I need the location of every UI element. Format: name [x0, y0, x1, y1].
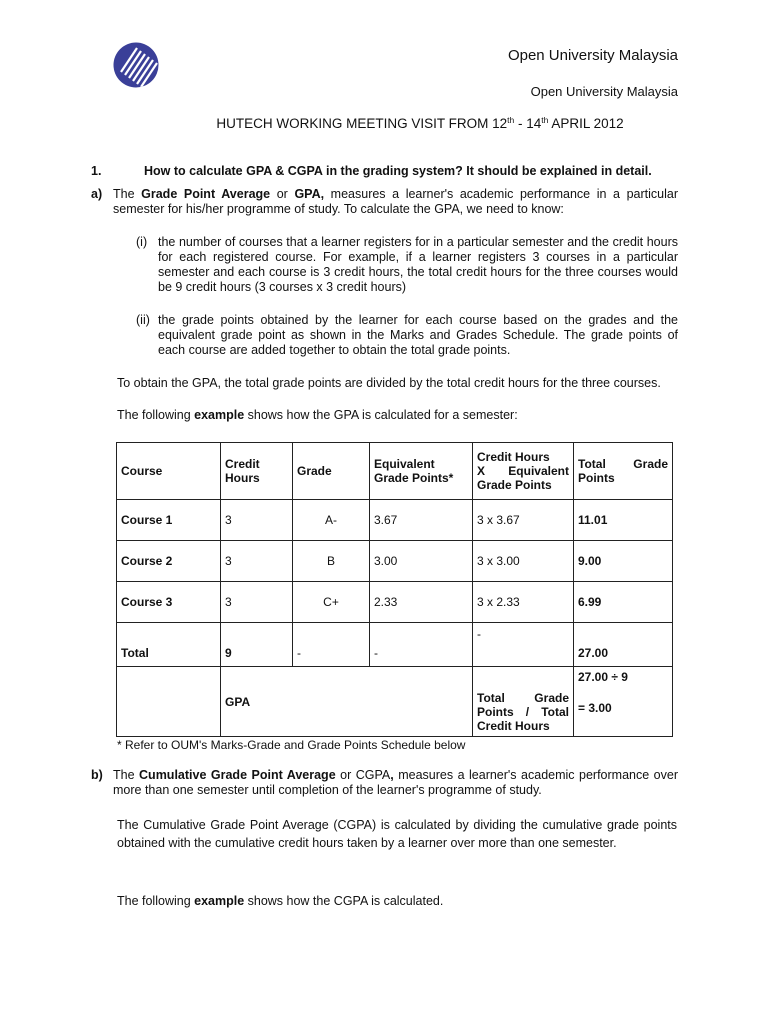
table-footnote: * Refer to OUM's Marks-Grade and Grade Points Schedule below — [117, 738, 466, 752]
question-text: How to calculate GPA & CGPA in the grading system? It should be explained in detail. — [144, 164, 652, 178]
page-title: HUTECH WORKING MEETING VISIT FROM 12th - 14th APRIL 2012 — [216, 115, 624, 131]
org-name-top: Open University Malaysia — [507, 47, 678, 64]
cgpa-definition: The Cumulative Grade Point Average (CGPA) is calculated by dividing the cumulative grade points obtained with the cumulative credit hours taken by a learner over more than one semester. — [117, 818, 677, 850]
header-grade: Grade — [293, 443, 370, 500]
list-item-text: the grade points obtained by the learner for each course based on the grades and the equivalent grade point as shown in the Marks and Grades Schedule. The grade points of each course are added together to obtain the total grade points. — [158, 313, 678, 357]
question-heading — [91, 164, 652, 179]
gpa-label: GPA — [221, 667, 473, 737]
table-total-row: Total 9 - - - 27.00 — [117, 623, 673, 667]
header-credit-x-equivalent: Credit Hours X Equivalent Grade Points — [473, 443, 574, 500]
list-item-text: the number of courses that a learner registers for in a particular semester and the credit hours for each registered course. For example, if a learner registers 3 courses in a particular semester and each course is 3 credit hours, the total credit hours for the three courses would be 9 credit hours (3 courses x 3 credit hours) — [158, 235, 678, 294]
list-item-label: (ii) — [136, 313, 150, 327]
gpa-description: Total Grade Points / Total Credit Hours — [473, 667, 574, 737]
question-number: 1. — [91, 164, 102, 178]
table-gpa-row — [117, 667, 673, 737]
table-row: Course 1 3 A- 3.67 3 x 3.67 11.01 — [117, 500, 673, 541]
obtain-gpa-text: To obtain the GPA, the total grade points are divided by the total credit hours for the three courses. — [117, 376, 661, 390]
list-item — [136, 313, 678, 358]
section-b-intro: The Cumulative Grade Point Average or CGPA, measures a learner's academic performance over more than one semester until completion of the learner's programme of study. — [113, 768, 678, 797]
table-row: Course 3 3 C+ 2.33 3 x 2.33 6.99 — [117, 582, 673, 623]
section-b-label: b) — [91, 768, 103, 782]
table-row: Course 2 3 B 3.00 3 x 3.00 9.00 — [117, 541, 673, 582]
oum-logo-icon — [113, 42, 159, 88]
list-item-label: (i) — [136, 235, 148, 249]
cgpa-example-intro: The following example shows how the CGPA is calculated. — [117, 894, 444, 908]
table-header-row — [117, 443, 673, 500]
section-a-intro: The Grade Point Average or GPA, measures a learner's academic performance in a particular semester for his/her programme of study. To calculate the GPA, we need to know: — [113, 187, 678, 216]
header-credit-hours: Credit Hours — [221, 443, 293, 500]
list-item — [136, 235, 678, 295]
header-course: Course — [117, 443, 221, 500]
section-a-label: a) — [91, 187, 103, 201]
gpa-table — [116, 442, 673, 737]
header-equivalent: Equivalent Grade Points* — [370, 443, 473, 500]
header-total-grade-points: Total Grade Points — [574, 443, 673, 500]
org-name-sub: Open University Malaysia — [530, 84, 678, 99]
gpa-example-intro: The following example shows how the GPA is calculated for a semester: — [117, 408, 518, 422]
gpa-result: 27.00 ÷ 9 = 3.00 — [574, 667, 673, 737]
